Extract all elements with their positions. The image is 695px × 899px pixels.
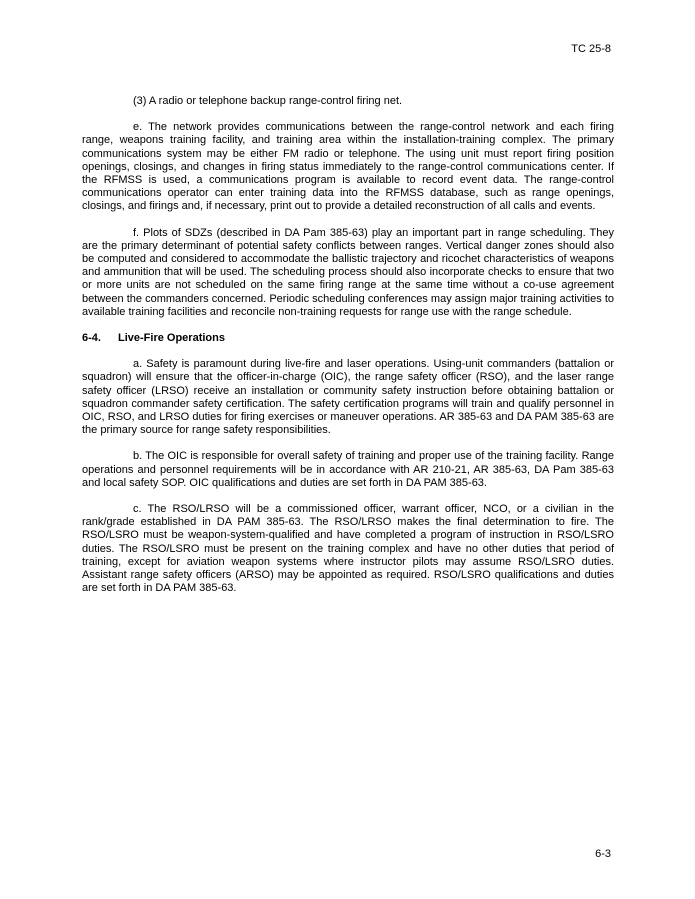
document-id: TC 25-8 <box>571 43 611 55</box>
section-title: Live-Fire Operations <box>118 332 225 345</box>
page-number: 6-3 <box>595 848 611 860</box>
section-heading <box>82 332 614 345</box>
paragraph-3: (3) A radio or telephone backup range-control firing net. <box>133 95 403 107</box>
paragraph-a: a. Safety is paramount during live-fire and laser operations. Using-unit commanders (battalion or squadron) will ensure that the officer-in-charge (OIC), the range safety officer (RSO), and the laser range safety officer (LRSO) receive an installation or community safety instruction before obtaining battalion or squadron commander safety certification. The safety certification programs will train and qualify personnel in OIC, RSO, and LRSO duties for firing exercises or maneuver operations. AR 385-63 and DA PAM 385-63 are the primary source for range safety responsibilities. <box>82 358 614 437</box>
paragraph-e: e. The network provides communications between the range-control network and each firing range, weapons training facility, and training area within the installation-training complex. The primary communications system may be either FM radio or telephone. The using unit must report firing position openings, closings, and changes in firing status immediately to the range-control communications center. If the RFMSS is used, a communications program is available to record event data. The range-control communications operator can enter training data into the RFMSS database, such as range openings, closings, and firings and, if necessary, print out to provide a detailed reconstruction of all calls and events. <box>82 121 614 213</box>
section-number: 6-4. <box>82 332 101 345</box>
paragraph-b: b. The OIC is responsible for overall safety of training and proper use of the training facility. Range operations and personnel requirements will be in accordance with AR 210-21, AR 385-63, DA Pam 385-63 and local safety SOP. OIC qualifications and duties are set forth in DA PAM 385-63. <box>82 450 614 489</box>
paragraph-f: f. Plots of SDZs (described in DA Pam 385-63) play an important part in range scheduling. They are the primary determinant of potential safety conflicts between ranges. Vertical danger zones should also be computed and considered to accommodate the ballistic trajectory and ricochet characteristics of weapons and ammunition that will be used. The scheduling process should also incorporate checks to ensure that two or more units are not scheduled on the same firing range at the same time without a co-use agreement between the commanders concerned. Periodic scheduling conferences may assign major training activities to available training facilities and reconcile non-training requests for range use with the range schedule. <box>82 226 614 318</box>
page-content <box>82 95 614 609</box>
paragraph-c: c. The RSO/LRSO will be a commissioned officer, warrant officer, NCO, or a civilian in the rank/grade established in DA PAM 385-63. The RSO/LRSO makes the final determination to fire. The RSO/LSRO must be weapon-system-qualified and have completed a program of instruction in RSO/LSRO duties. The RSO/LSRO must be present on the training complex and have no other duties that period of training, except for aviation weapon systems where instructor pilots may assume RSO/LSRO duties. Assistant range safety officers (ARSO) may be appointed as required. RSO/LSRO qualifications and duties are set forth in DA PAM 385-63. <box>82 503 614 595</box>
